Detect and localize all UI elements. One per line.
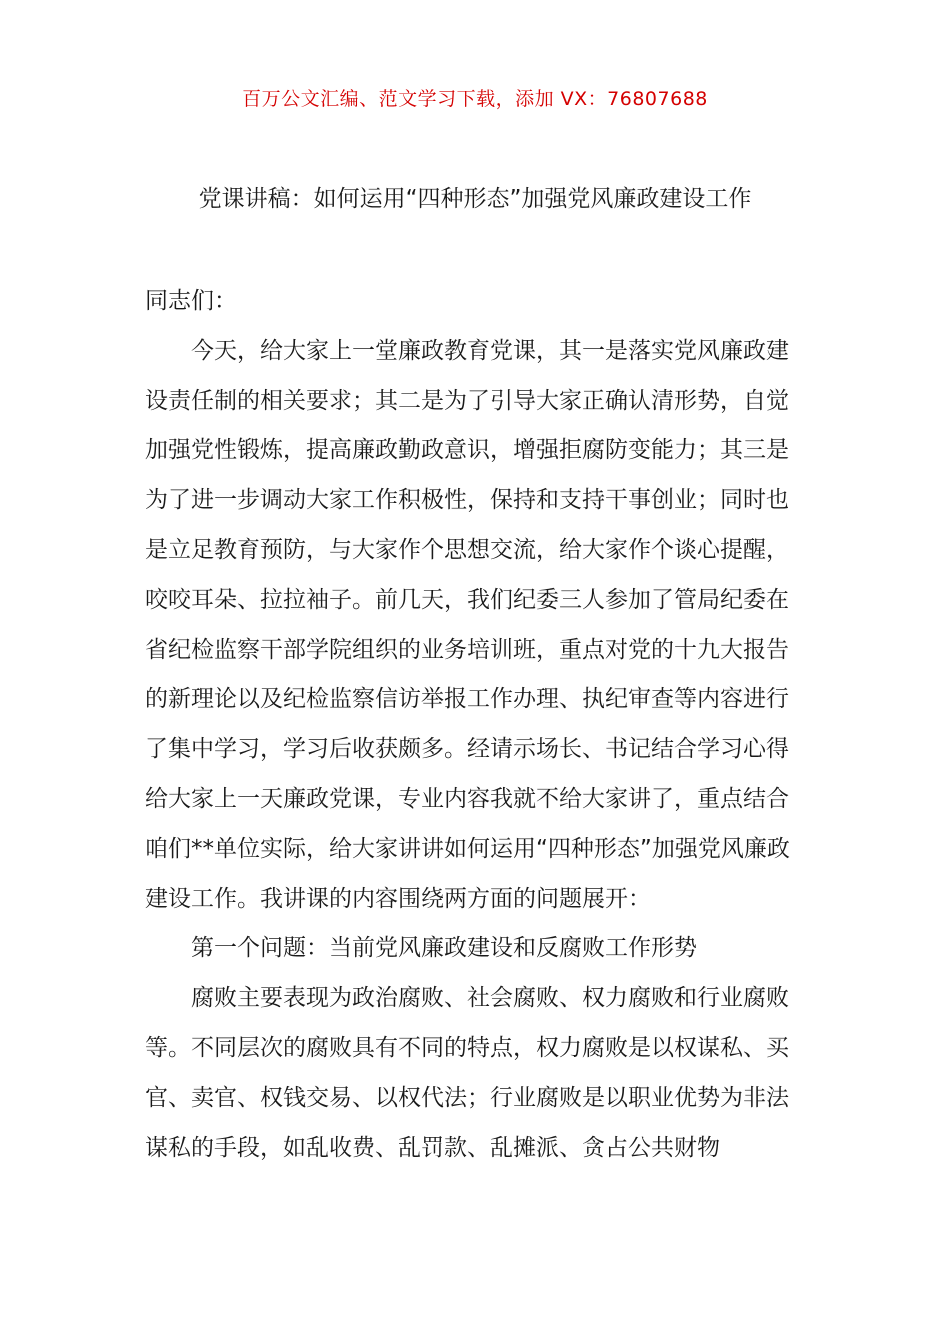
salutation: 同志们：: [145, 288, 237, 314]
document-body: [145, 277, 810, 1173]
paragraph-intro: 今天，给大家上一堂廉政教育党课，其一是落实党风廉政建设责任制的相关要求；其二是为了引导大家正确认清形势，自觉加强党性锻炼，提高廉政勤政意识，增强拒腐防变能力；其三是为了进一步调动大家工作积极性，保持和支持干事创业；同时也是立足教育预防，与大家作个思想交流，给大家作个谈心提醒，咬咬耳朵、拉拉袖子。前几天，我们纪委三人参加了管局纪委在省纪检监察干部学院组织的业务培训班，重点对党的十九大报告的新理论以及纪检监察信访举报工作办理、执纪审查等内容进行了集中学习，学习后收获颇多。经请示场长、书记结合学习心得给大家上一天廉政党课，专业内容我就不给大家讲了，重点结合咱们**单位实际，给大家讲讲如何运用“四种形态”加强党风廉政建设工作。我讲课的内容围绕两方面的问题展开：: [145, 337, 790, 912]
document-title: 党课讲稿：如何运用“四种形态”加强党风廉政建设工作: [198, 186, 752, 212]
header-promo-note: 百万公文汇编、范文学习下载，添加 VX：76807688: [242, 88, 708, 110]
paragraph-corruption: 腐败主要表现为政治腐败、社会腐败、权力腐败和行业腐败等。不同层次的腐败具有不同的特点，权力腐败是以权谋私、买官、卖官、权钱交易、以权代法；行业腐败是以职业优势为非法谋私的手段，如乱收费、乱罚款、乱摊派、贪占公共财物: [145, 985, 789, 1161]
section-heading-1: 第一个问题：当前党风廉政建设和反腐败工作形势: [191, 935, 697, 962]
